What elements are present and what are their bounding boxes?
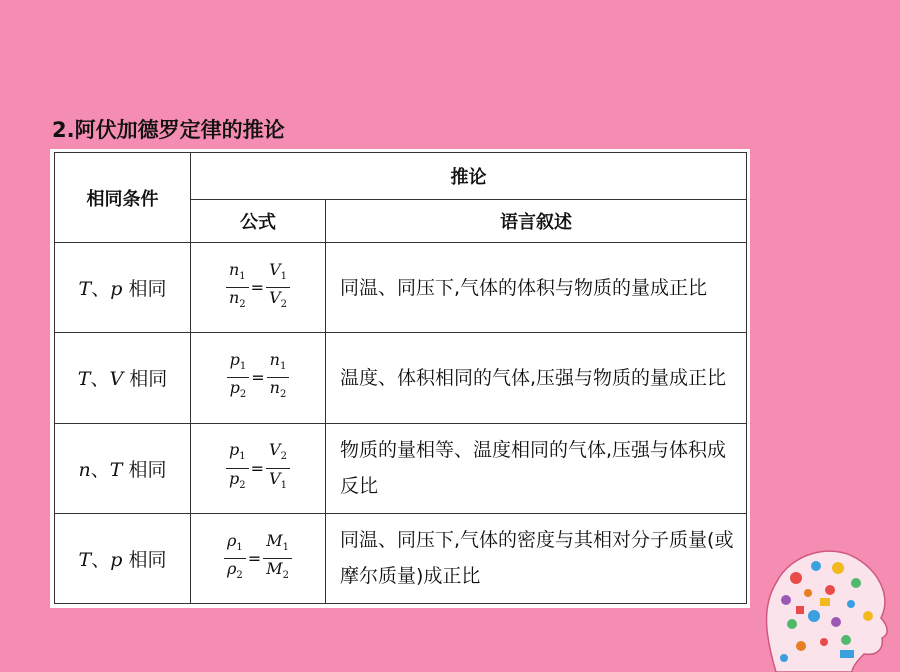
equals-sign: =: [250, 278, 265, 298]
condition-var-a: n: [78, 458, 91, 481]
inference-table-container: [50, 149, 750, 608]
condition-cell: [55, 513, 191, 603]
description-cell: 温度、体积相同的气体,压强与物质的量成正比: [326, 333, 747, 423]
table-row: [55, 333, 747, 423]
fraction-right: [266, 260, 290, 315]
page-title: 2.阿伏加德罗定律的推论: [52, 118, 285, 142]
condition-var-b: T: [109, 458, 123, 481]
fraction-left: [224, 531, 246, 586]
header-description: 语言叙述: [326, 200, 747, 243]
numerator-symbol: M: [266, 530, 283, 550]
fraction-right: [267, 350, 290, 405]
formula-cell: [191, 333, 326, 423]
denominator-symbol: ρ: [227, 558, 237, 578]
denominator-subscript: 2: [239, 479, 246, 491]
condition-var-b: p: [110, 548, 123, 571]
denominator-subscript: 2: [239, 299, 246, 311]
formula-cell: [191, 513, 326, 603]
table-row: [55, 513, 747, 603]
equals-sign: =: [250, 458, 265, 478]
condition-sep: 、: [91, 548, 111, 571]
denominator-subscript: 2: [239, 389, 247, 401]
condition-cell: [55, 423, 191, 513]
denominator-symbol: V: [269, 288, 281, 308]
denominator-subscript: 2: [236, 570, 243, 582]
denominator-subscript: 1: [280, 479, 287, 491]
denominator-symbol: n: [228, 288, 240, 308]
header-formula: 公式: [191, 200, 326, 243]
formula-cell: [191, 423, 326, 513]
numerator-subscript: 1: [239, 271, 246, 283]
fraction-left: [227, 350, 250, 405]
condition-cell: [55, 243, 191, 333]
numerator-symbol: V: [269, 440, 281, 460]
header-condition: 相同条件: [55, 153, 191, 243]
header-inference: 推论: [191, 153, 747, 200]
numerator-symbol: n: [228, 260, 240, 280]
formula-cell: [191, 243, 326, 333]
condition-var-a: T: [77, 368, 91, 391]
numerator-subscript: 1: [239, 451, 246, 463]
condition-suffix: 相同: [123, 368, 168, 391]
condition-var-b: p: [110, 278, 123, 301]
denominator-symbol: M: [266, 558, 283, 578]
numerator-subscript: 1: [280, 271, 288, 283]
header-row-1: [55, 153, 747, 200]
denominator-symbol: V: [269, 468, 281, 488]
condition-suffix: 相同: [122, 548, 167, 571]
colorful-doodle-head-icon: [756, 538, 896, 672]
description-cell: 同温、同压下,气体的体积与物质的量成正比: [326, 243, 747, 333]
numerator-subscript: 1: [282, 541, 289, 553]
numerator-symbol: ρ: [227, 530, 237, 550]
numerator-subscript: 2: [280, 451, 287, 463]
fraction-left: [226, 260, 249, 315]
condition-var-a: T: [78, 548, 92, 571]
numerator-subscript: 1: [279, 361, 287, 373]
fraction-left: [226, 440, 249, 495]
fraction-right: [266, 440, 290, 495]
numerator-symbol: p: [229, 440, 240, 460]
denominator-symbol: p: [229, 378, 240, 398]
numerator-subscript: 1: [239, 361, 247, 373]
denominator-subscript: 2: [279, 389, 287, 401]
table-row: [55, 243, 747, 333]
equals-sign: =: [251, 368, 265, 388]
fraction-right: [263, 531, 292, 586]
equals-sign: =: [247, 548, 262, 568]
condition-var-a: T: [78, 278, 92, 301]
numerator-symbol: n: [269, 350, 280, 370]
condition-sep: 、: [91, 278, 111, 301]
condition-suffix: 相同: [122, 458, 167, 481]
denominator-symbol: p: [229, 468, 240, 488]
numerator-symbol: V: [269, 260, 281, 280]
inference-table: [54, 152, 747, 604]
condition-suffix: 相同: [122, 278, 167, 301]
condition-sep: 、: [90, 458, 110, 481]
condition-var-b: V: [109, 368, 124, 391]
description-cell: 物质的量相等、温度相同的气体,压强与体积成反比: [326, 423, 747, 513]
condition-sep: 、: [90, 368, 110, 391]
denominator-subscript: 2: [280, 299, 288, 311]
denominator-symbol: n: [269, 378, 280, 398]
denominator-subscript: 2: [282, 570, 289, 582]
description-cell: 同温、同压下,气体的密度与其相对分子质量(或摩尔质量)成正比: [326, 513, 747, 603]
table-row: [55, 423, 747, 513]
condition-cell: [55, 333, 191, 423]
numerator-subscript: 1: [236, 541, 243, 553]
numerator-symbol: p: [229, 350, 240, 370]
